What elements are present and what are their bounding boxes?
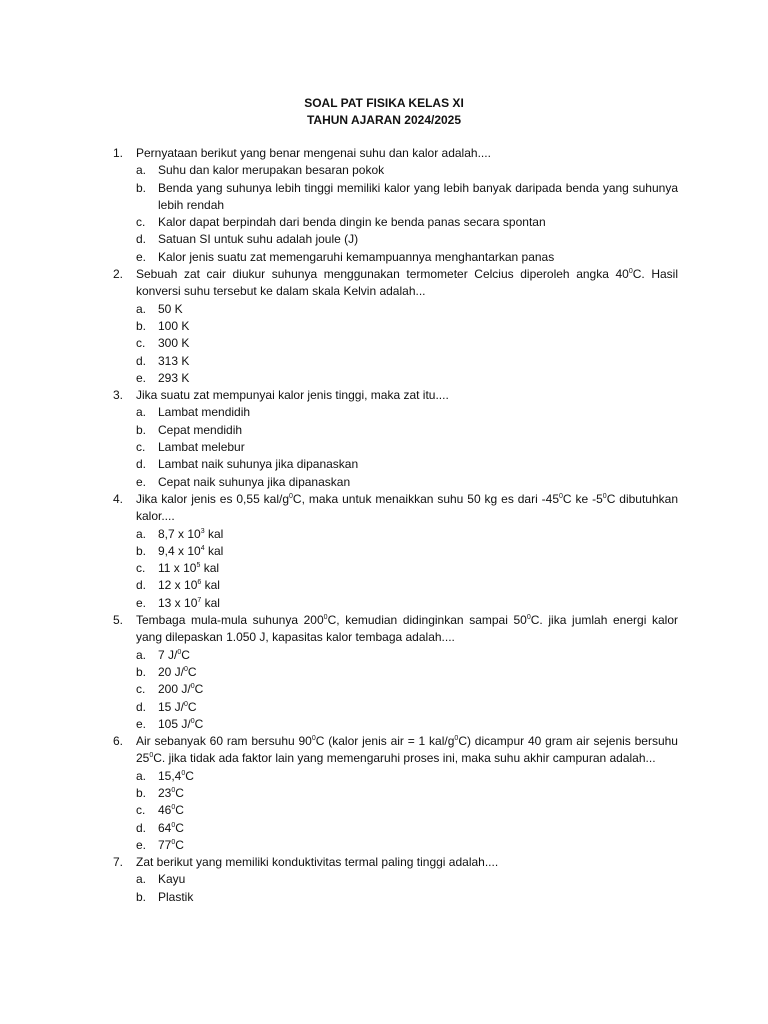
option-letter: b. [136, 664, 147, 679]
answer-option [136, 699, 678, 716]
answer-option [136, 249, 678, 266]
option-text: 13 x $10^7$ kal [158, 595, 220, 610]
question-item [0, 266, 678, 387]
answer-option [136, 474, 678, 491]
question-item [0, 387, 678, 491]
answer-option [136, 162, 678, 179]
option-text: Satuan SI untuk suhu adalah joule (J) [158, 232, 359, 247]
option-text: 293 K [158, 370, 190, 385]
option-text: 11 x $10^5$ kal [158, 561, 220, 576]
option-text: $23^0C$ [158, 785, 184, 800]
option-text: Benda yang suhunya lebih tinggi memiliki kalor yang lebih banyak daripada benda yang suhunya lebih rendah [158, 180, 678, 212]
option-letter: d. [136, 457, 147, 472]
question-text: Jika suatu zat mempunyai kalor jenis tinggi, maka zat itu.... [136, 388, 449, 403]
option-letter: c. [136, 336, 146, 351]
option-letter: c. [136, 215, 146, 230]
option-text: 15,4$^0$C [158, 768, 194, 783]
option-letter: e. [136, 474, 147, 489]
option-letter: b. [136, 543, 147, 558]
document-title: SOAL PAT FISIKA KELAS XI [304, 96, 464, 110]
question-item [0, 145, 678, 266]
option-letter: e. [136, 370, 147, 385]
answer-option [136, 595, 678, 612]
answer-option [136, 231, 678, 248]
answer-option [136, 802, 678, 819]
option-text: 8,7 x $10^3$ kal [158, 526, 224, 541]
answer-option [136, 664, 678, 681]
option-list [136, 526, 678, 612]
answer-option [136, 837, 678, 854]
option-text: Kalor dapat berpindah dari benda dingin ke benda panas secara spontan [158, 215, 546, 230]
answer-option [136, 785, 678, 802]
option-text: 200 J/$^0$C [158, 682, 204, 697]
option-text: $46^0C$ [158, 803, 184, 818]
question-item [0, 854, 678, 906]
question-number: 4. [113, 491, 124, 506]
option-letter: e. [136, 837, 147, 852]
option-letter: c. [136, 440, 146, 455]
answer-option [136, 889, 678, 906]
answer-option [136, 768, 678, 785]
option-letter: a. [136, 301, 147, 316]
document-header [0, 95, 768, 129]
option-text: 9,4 x $10^4$ kal [158, 543, 224, 558]
option-letter: d. [136, 699, 147, 714]
option-letter: a. [136, 872, 147, 887]
answer-option [136, 647, 678, 664]
answer-option [136, 716, 678, 733]
option-list [136, 871, 678, 906]
option-text: Lambat melebur [158, 440, 245, 455]
answer-option [136, 318, 678, 335]
question-text: Zat berikut yang memiliki konduktivitas termal paling tinggi adalah.... [136, 855, 499, 870]
option-letter: b. [136, 180, 147, 195]
option-text: 12 x $10^6$ kal [158, 578, 220, 593]
option-text: Lambat mendidih [158, 405, 251, 420]
answer-option [136, 214, 678, 231]
answer-option [136, 353, 678, 370]
answer-option [136, 370, 678, 387]
answer-option [136, 422, 678, 439]
option-list [136, 162, 678, 266]
question-text: Tembaga mula-mula suhunya $200^0C$, kemudian didinginkan sampai $50^0C$. jika jumlah energi kalor yang dilepaskan 1.050 J, kapasitas kalor tembaga adalah.... [136, 613, 678, 645]
answer-option [136, 560, 678, 577]
question-text: Jika kalor jenis es 0,55 kal/$g^0C$, maka untuk menaikkan suhu 50 kg es dari $-45^0C$ ke $-5^0C$ dibutuhkan kalor.... [136, 491, 678, 524]
answer-option [136, 180, 678, 215]
answer-option [136, 820, 678, 837]
answer-option [136, 335, 678, 352]
question-item [0, 491, 678, 612]
option-text: Kalor jenis suatu zat memengaruhi kemampuannya menghantarkan panas [158, 249, 555, 264]
answer-option [136, 526, 678, 543]
option-letter: d. [136, 232, 147, 247]
option-list [136, 404, 678, 490]
option-letter: a. [136, 647, 147, 662]
option-letter: a. [136, 768, 147, 783]
question-number: 2. [113, 267, 124, 282]
option-list [136, 647, 678, 733]
option-text: 300 K [158, 336, 190, 351]
question-item [0, 733, 678, 854]
question-number: 7. [113, 855, 124, 870]
option-letter: b. [136, 785, 147, 800]
answer-option [136, 456, 678, 473]
option-list [136, 768, 678, 854]
option-letter: d. [136, 353, 147, 368]
answer-option [136, 577, 678, 594]
option-text: 105 J/$^0$C [158, 716, 204, 731]
option-text: $64^0C$ [158, 820, 184, 835]
option-letter: b. [136, 889, 147, 904]
answer-option [136, 543, 678, 560]
answer-option [136, 681, 678, 698]
option-text: 20 J/$^0$C [158, 664, 197, 679]
question-number: 1. [113, 146, 124, 160]
question-number: 3. [113, 388, 124, 403]
question-number: 6. [113, 734, 124, 749]
option-letter: a. [136, 405, 147, 420]
answer-option [136, 871, 678, 888]
option-letter: e. [136, 595, 147, 610]
question-text: Air sebanyak 60 ram bersuhu $90^0C$ (kalor jenis air = 1 kal/$g^0C$) dicampur 40 gram air sejenis bersuhu $25^0C$. jika tidak ada faktor lain yang memengaruhi proses ini, maka suhu akhir campuran adalah... [136, 734, 678, 766]
option-letter: e. [136, 716, 147, 731]
option-text: Cepat naik suhunya jika dipanaskan [158, 474, 351, 489]
option-text: $77^0C$ [158, 837, 184, 852]
option-text: 50 K [158, 301, 183, 316]
document-subtitle: TAHUN AJARAN 2024/2025 [306, 113, 462, 127]
option-text: Lambat naik suhunya jika dipanaskan [158, 457, 359, 472]
option-text: 313 K [158, 353, 190, 368]
option-letter: d. [136, 820, 147, 835]
option-letter: a. [136, 163, 147, 178]
answer-option [136, 439, 678, 456]
option-text: Suhu dan kalor merupakan besaran pokok [158, 163, 385, 178]
question-text: Sebuah zat cair diukur suhunya menggunakan termometer Celcius diperoleh angka $40^0C$. Hasil konversi suhu tersebut ke dalam skala Kelvin adalah... [136, 267, 678, 299]
question-list [0, 145, 768, 906]
option-letter: a. [136, 526, 147, 541]
option-text: Kayu [158, 872, 186, 887]
option-text: Cepat mendidih [158, 422, 243, 437]
option-text: Plastik [158, 889, 194, 904]
option-text: 100 K [158, 318, 190, 333]
option-letter: b. [136, 318, 147, 333]
answer-option [136, 301, 678, 318]
answer-option [136, 404, 678, 421]
option-text: 15 J/$^0$C [158, 699, 197, 714]
option-letter: c. [136, 682, 146, 697]
option-letter: d. [136, 578, 147, 593]
question-number: 5. [113, 613, 124, 628]
option-letter: c. [136, 561, 146, 576]
option-list [136, 301, 678, 387]
question-text: Pernyataan berikut yang benar mengenai suhu dan kalor adalah.... [136, 146, 491, 160]
option-text: 7 J/$^0$C [158, 647, 190, 662]
option-letter: c. [136, 803, 146, 818]
question-item [0, 612, 678, 733]
option-letter: b. [136, 422, 147, 437]
option-letter: e. [136, 249, 147, 264]
